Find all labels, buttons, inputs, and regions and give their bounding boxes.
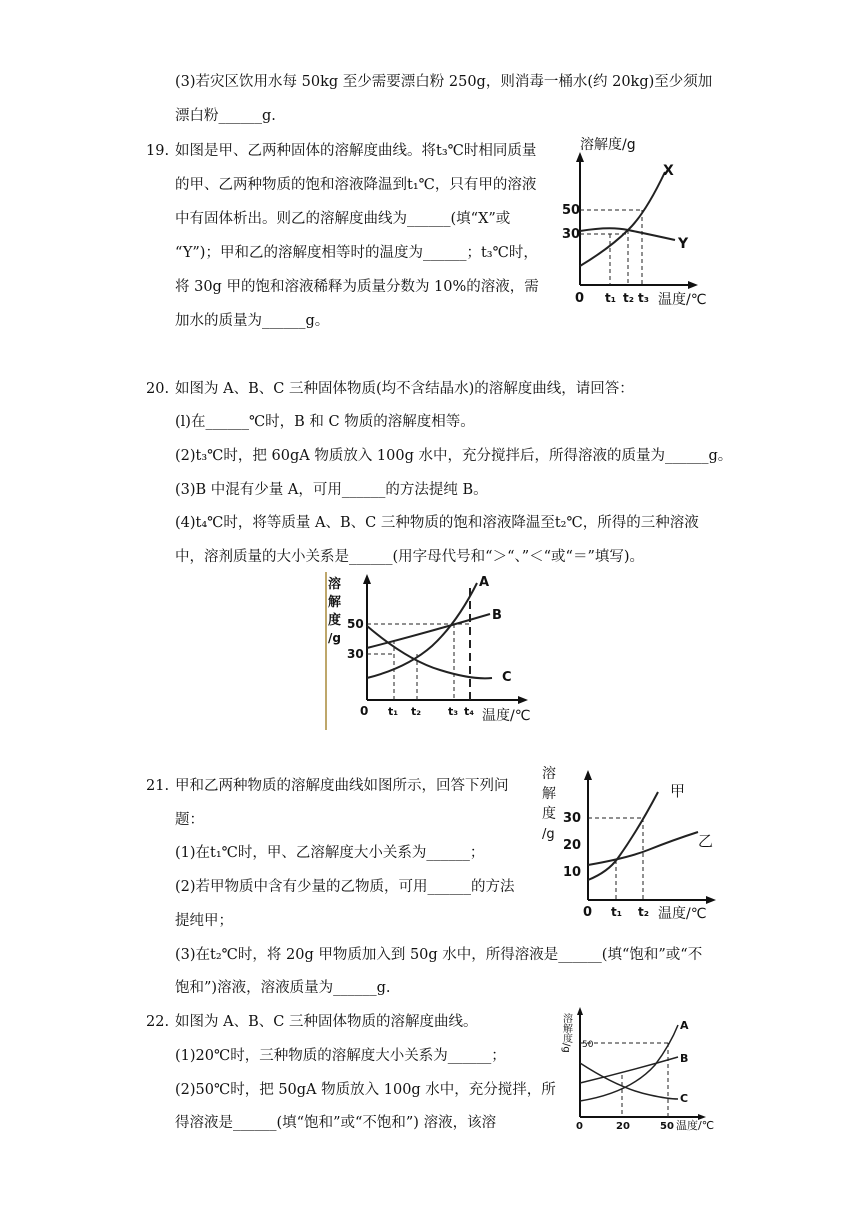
q19-line1: 如图是甲、乙两种固体的溶解度曲线。将t₃℃时相同质量 — [175, 143, 537, 159]
fig20-ytick-30: 30 — [347, 647, 364, 661]
fig20-ytick-50: 50 — [347, 617, 364, 631]
fig19-xtick-t3: t₃ — [638, 291, 649, 305]
fig20-xtick-t3: t₃ — [448, 705, 459, 718]
fig20-xlabel: 温度/℃ — [482, 708, 531, 724]
fig19-xtick-t1: t₁ — [605, 291, 616, 305]
q18-part3-line2: 漂白粉______g. — [175, 108, 276, 124]
fig19-curve-x — [580, 172, 665, 266]
fig20-y-arrow — [363, 574, 371, 584]
fig22-ylabel: 溶解度/g — [560, 1013, 572, 1053]
fig21-xtick-t1: t₁ — [611, 905, 622, 919]
fig21-xtick-t2: t₂ — [638, 905, 649, 919]
fig20-ylabel-4: /g — [328, 631, 341, 645]
fig21-ytick-10: 10 — [563, 865, 582, 880]
fig21-ylabel-1: 溶 — [542, 766, 556, 782]
q22-line1: 如图为 A、B、C 三种固体物质的溶解度曲线。 — [175, 1014, 478, 1030]
fig22-label-b: B — [680, 1052, 689, 1065]
figure-22-solubility-chart — [560, 1005, 720, 1135]
fig21-ytick-30: 30 — [563, 811, 582, 826]
figure-19-solubility-chart — [562, 130, 730, 310]
fig21-label-jia: 甲 — [670, 782, 686, 800]
q21-line3: (1)在t₁℃时，甲、乙溶解度大小关系为______； — [175, 845, 485, 861]
fig22-curve-b — [580, 1057, 678, 1083]
fig19-ylabel: 溶解度/g — [580, 137, 636, 153]
fig19-origin: 0 — [575, 291, 585, 306]
q22-line2: (1)20℃时，三种物质的溶解度大小关系为______； — [175, 1048, 506, 1064]
q21-line5: 提纯甲； — [175, 913, 233, 929]
fig22-label-a: A — [680, 1019, 689, 1032]
q21-line2: 题： — [175, 812, 204, 828]
q22-line4: 得溶液是______(填“饱和”或“不饱和”) 溶液，该溶 — [175, 1115, 497, 1131]
fig22-y-arrow — [577, 1007, 583, 1015]
fig19-ytick-30: 30 — [562, 227, 581, 242]
q20-line4: (3)B 中混有少量 A，可用______的方法提纯 B。 — [175, 482, 488, 498]
q18-part3-line1: (3)若灾区饮用水每 50kg 至少需要漂白粉 250g，则消毒一桶水(约 20kg)至少须加 — [175, 74, 713, 90]
q21-line4: (2)若甲物质中含有少量的乙物质，可用______的方法 — [175, 879, 515, 895]
fig21-curve-jia — [588, 792, 658, 880]
fig22-curve-c — [580, 1063, 678, 1099]
fig19-ytick-50: 50 — [562, 203, 581, 218]
fig20-label-b: B — [492, 608, 502, 623]
figure-20-solubility-chart — [322, 568, 547, 733]
q19-line4: “Y”)；甲和乙的溶解度相等时的温度为______；t₃℃时， — [175, 245, 538, 261]
fig20-ylabel-2: 解 — [328, 595, 342, 610]
q22-number: 22. — [146, 1014, 170, 1030]
fig20-label-a: A — [479, 575, 490, 590]
fig20-ylabel-1: 溶 — [328, 577, 342, 592]
fig20-label-c: C — [502, 670, 512, 685]
fig20-origin: 0 — [360, 704, 369, 718]
fig21-label-yi: 乙 — [698, 832, 714, 850]
q19-line6: 加水的质量为______g。 — [175, 313, 330, 329]
figure-21-solubility-chart — [538, 760, 723, 925]
fig19-x-arrow — [688, 281, 698, 289]
q22-line3: (2)50℃时，把 50gA 物质放入 100g 水中，充分搅拌，所 — [175, 1082, 556, 1098]
q20-number: 20. — [146, 381, 170, 397]
fig21-y-arrow — [584, 770, 592, 780]
q21-line1: 甲和乙两种物质的溶解度曲线如图所示，回答下列问 — [175, 778, 509, 794]
q21-number: 21. — [146, 778, 170, 794]
fig21-ylabel-3: 度 — [542, 806, 556, 822]
fig21-origin: 0 — [583, 905, 593, 920]
q20-line1: 如图为 A、B、C 三种固体物质(均不含结晶水)的溶解度曲线，请回答： — [175, 381, 634, 397]
fig21-ytick-20: 20 — [563, 838, 582, 853]
fig22-xtick-50: 50 — [660, 1121, 674, 1132]
q19-line2: 的甲、乙两种物质的饱和溶液降温到t₁℃，只有甲的溶液 — [175, 177, 537, 193]
fig20-xtick-t2: t₂ — [411, 705, 422, 718]
fig21-ylabel-4: /g — [542, 827, 555, 842]
fig22-xlabel: 温度/℃ — [676, 1119, 715, 1132]
fig20-curve-c — [367, 626, 492, 678]
q19-line5: 将 30g 甲的饱和溶液稀释为质量分数为 10%的溶液，需 — [175, 279, 539, 295]
q19-line3: 中有固体析出。则乙的溶解度曲线为______(填“X”或 — [175, 211, 511, 227]
fig19-xlabel: 温度/℃ — [658, 292, 707, 308]
q20-line6: 中，溶剂质量的大小关系是______(用字母代号和“＞“、”＜“或“＝”填写)。 — [175, 549, 645, 565]
fig19-label-x: X — [663, 163, 674, 179]
fig20-xtick-t4: t₄ — [464, 705, 475, 718]
fig20-curve-b — [367, 614, 490, 648]
fig20-x-arrow — [518, 696, 528, 704]
q19-number: 19. — [146, 143, 170, 159]
fig22-label-c: C — [680, 1092, 689, 1105]
fig21-x-arrow — [706, 896, 716, 904]
q20-line3: (2)t₃℃时，把 60gA 物质放入 100g 水中，充分搅拌后，所得溶液的质量为______g。 — [175, 448, 733, 464]
fig19-y-arrow — [576, 152, 584, 162]
fig22-origin: 0 — [576, 1121, 583, 1132]
fig22-xtick-20: 20 — [616, 1121, 630, 1132]
fig19-label-y: Y — [678, 236, 689, 252]
fig21-xlabel: 温度/℃ — [658, 906, 707, 922]
fig20-xtick-t1: t₁ — [388, 705, 399, 718]
q21-line7: 饱和”)溶液，溶液质量为______g. — [175, 980, 391, 996]
fig22-ytick-50: 50 — [582, 1040, 594, 1050]
q21-line6: (3)在t₂℃时，将 20g 甲物质加入到 50g 水中，所得溶液是______(填“饱和”或“不 — [175, 947, 703, 963]
q20-line5: (4)t₄℃时，将等质量 A、B、C 三种物质的饱和溶液降温至t₂℃，所得的三种溶液 — [175, 515, 699, 531]
fig20-ylabel-3: 度 — [328, 613, 342, 628]
fig21-ylabel-2: 解 — [542, 786, 556, 802]
fig19-xtick-t2: t₂ — [623, 291, 634, 305]
q20-line2: (l)在______℃时，B 和 C 物质的溶解度相等。 — [175, 414, 475, 430]
